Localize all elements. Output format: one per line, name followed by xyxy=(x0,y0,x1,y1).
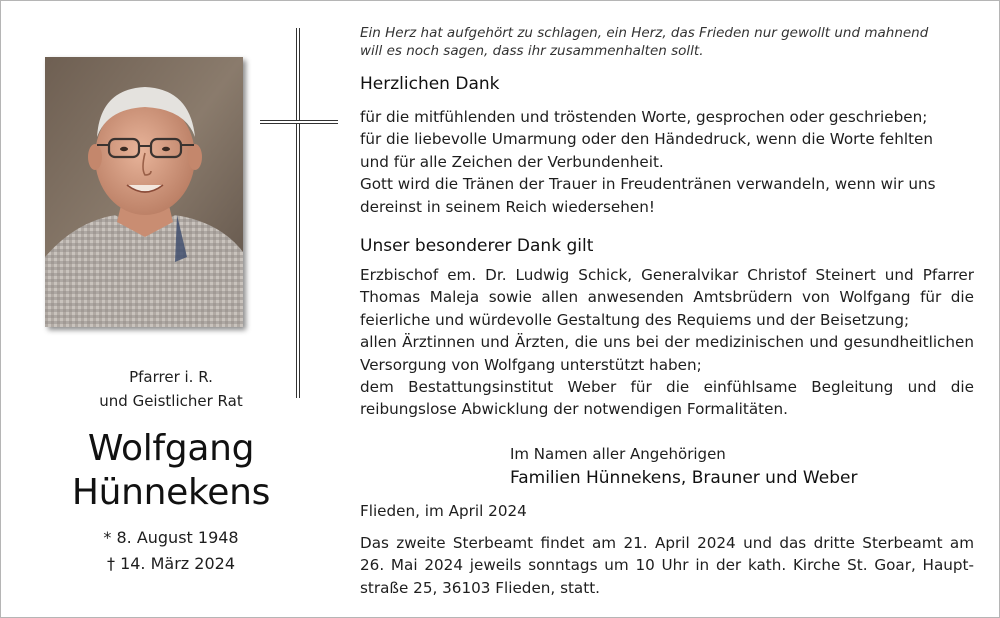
quote-line: will es noch sagen, dass ihr zusammenhalten sollt. xyxy=(360,43,704,59)
death-date: † 14. März 2024 xyxy=(106,554,235,573)
birth-date: * 8. August 1948 xyxy=(103,528,239,547)
service-announcement xyxy=(360,532,974,599)
special-line: dem Bestattungsinstitut Weber für die einfühlsame Begleitung und die xyxy=(360,378,974,397)
special-line: Erzbischof em. Dr. Ludwig Schick, Generalvikar Christof Steinert und Pfarrer xyxy=(360,266,974,284)
portrait-photo xyxy=(45,57,243,327)
thanks-line: und für alle Zeichen der Verbundenheit. xyxy=(360,152,664,171)
cross-icon xyxy=(296,28,300,398)
thanks-line: dereinst in seinem Reich wiedersehen! xyxy=(360,197,655,216)
title-line-1: Pfarrer i. R. xyxy=(129,368,213,386)
thanks-line: für die mitfühlenden und tröstenden Worte, gesprochen oder geschrieben; xyxy=(360,108,928,126)
cross-icon-bar xyxy=(260,120,338,124)
thanks-line: für die liebevolle Umarmung oder den Händedruck, wenn die Worte fehlten xyxy=(360,130,934,149)
service-line: Das zweite Sterbeamt findet am 21. April 2024 und das dritte Sterbeamt am xyxy=(360,534,974,552)
title-line-2: und Geistlicher Rat xyxy=(99,392,243,410)
thanks-line: Gott wird die Tränen der Trauer in Freudentränen verwandeln, wenn wir uns xyxy=(360,175,936,194)
special-line: Versorgung von Wolfgang unterstützt haben; xyxy=(360,355,702,374)
memorial-quote xyxy=(360,24,974,60)
special-line: reibungslose Abwicklung der notwendigen Formalitäten. xyxy=(360,400,788,419)
special-thanks-text xyxy=(360,264,974,421)
signature-on-behalf: Im Namen aller Angehörigen xyxy=(510,445,726,463)
deceased-last-name: Hünnekens xyxy=(71,472,271,513)
service-line: straße 25, 36103 Flieden, statt. xyxy=(360,578,600,597)
quote-line: Ein Herz hat aufgehört zu schlagen, ein Herz, das Frieden nur gewollt und mahnend xyxy=(360,25,929,41)
place-date: Flieden, im April 2024 xyxy=(360,502,527,520)
special-line: feierliche und würdevolle Gestaltung des Requiems und der Beisetzung; xyxy=(360,310,910,329)
special-line: Thomas Maleja sowie allen anwesenden Amtsbrüdern von Wolfgang für die xyxy=(360,288,974,307)
thanks-text xyxy=(360,106,974,218)
special-line: allen Ärztinnen und Ärzten, die uns bei der medizinischen und gesundheitlichen xyxy=(360,333,974,352)
service-line: 26. Mai 2024 jeweils sonntags um 10 Uhr in der kath. Kirche St. Goar, Haupt- xyxy=(360,556,974,575)
deceased-first-name: Wolfgang xyxy=(87,428,255,469)
thanks-heading: Herzlichen Dank xyxy=(360,74,500,94)
special-thanks-heading: Unser besonderer Dank gilt xyxy=(360,236,594,256)
signature-families: Familien Hünnekens, Brauner und Weber xyxy=(510,468,858,488)
